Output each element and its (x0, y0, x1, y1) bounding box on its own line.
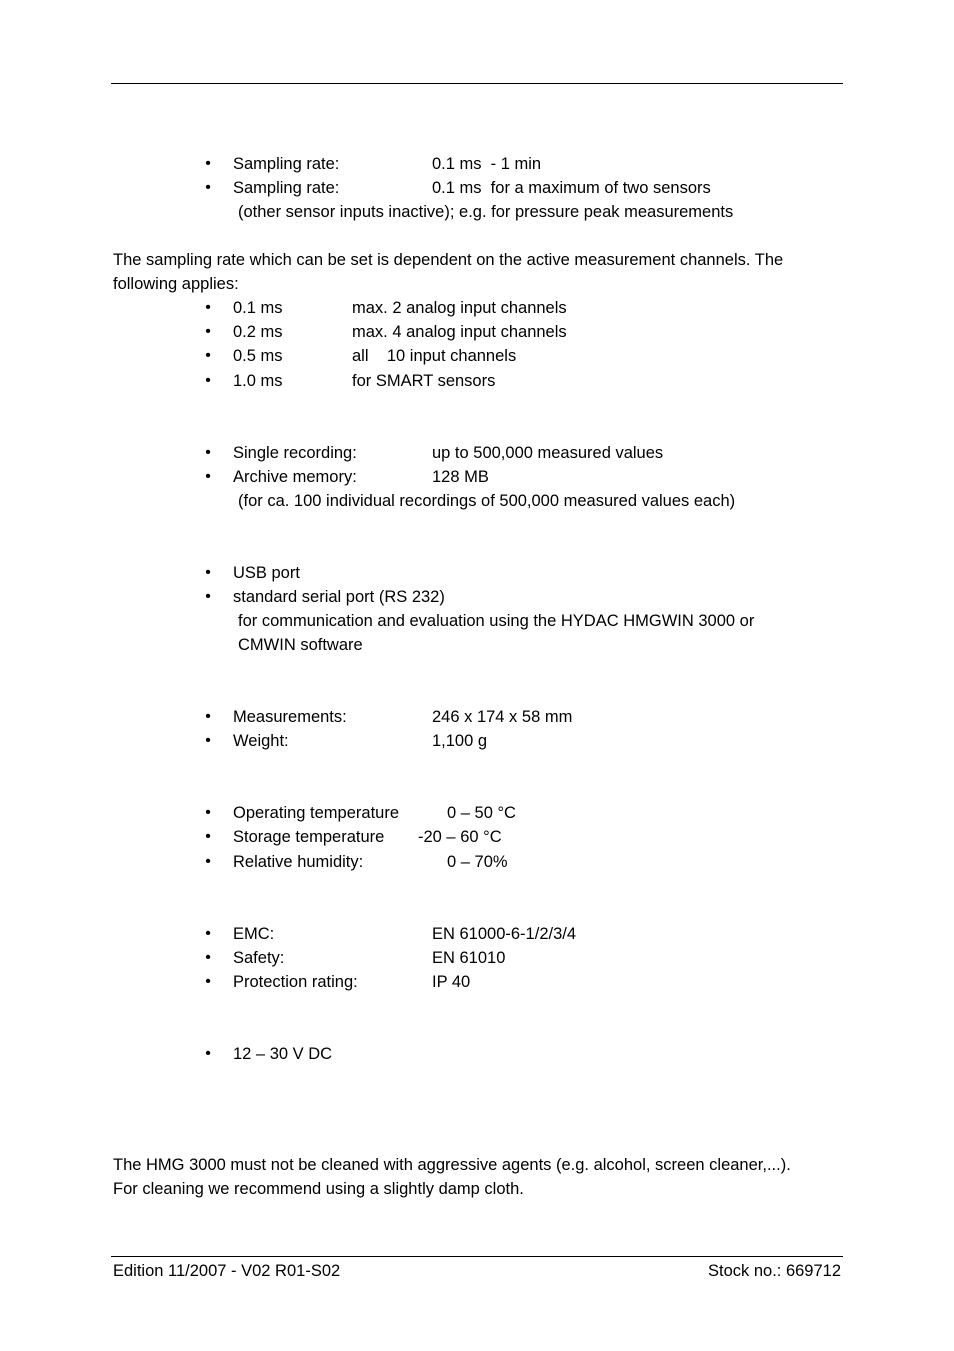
dimension-value: 1,100 g (432, 732, 488, 750)
channel-desc: max. 4 analog input channels (352, 323, 567, 341)
bullet-icon: • (205, 708, 211, 725)
channel-desc: for SMART sensors (352, 372, 496, 390)
bullet-icon: • (205, 444, 211, 461)
interfaces-note: for communication and evaluation using the HYDAC HMGWIN 3000 or (238, 612, 755, 630)
bullet-icon: • (205, 372, 211, 389)
environment-value: 0 – 70% (447, 853, 508, 871)
sampling-label: Sampling rate: (233, 179, 340, 197)
memory-value: 128 MB (432, 468, 489, 486)
memory-label: Single recording: (233, 444, 357, 462)
sampling-value: 0.1 ms - 1 min (432, 155, 542, 173)
bullet-icon: • (205, 732, 211, 749)
channel-desc: max. 2 analog input channels (352, 299, 567, 317)
environment-label: Relative humidity: (233, 853, 364, 871)
bullet-icon: • (205, 347, 211, 364)
bullet-icon: • (205, 949, 211, 966)
interface-item: standard serial port (RS 232) (233, 588, 445, 606)
environment-label: Operating temperature (233, 804, 400, 822)
channel-rate: 0.1 ms (233, 299, 283, 317)
standard-label: Protection rating: (233, 973, 358, 991)
sampling-note: (other sensor inputs inactive); e.g. for pressure peak measurements (238, 203, 734, 221)
bullet-icon: • (205, 155, 211, 172)
memory-label: Archive memory: (233, 468, 357, 486)
standard-value: EN 61010 (432, 949, 506, 967)
memory-note: (for ca. 100 individual recordings of 500,000 measured values each) (238, 492, 736, 510)
channel-desc: all 10 input channels (352, 347, 517, 365)
dimension-label: Weight: (233, 732, 289, 750)
bullet-icon: • (205, 564, 211, 581)
environment-value: 0 – 50 °C (447, 804, 516, 822)
channel-rate: 0.2 ms (233, 323, 283, 341)
cleaning-text: For cleaning we recommend using a slightly damp cloth. (113, 1180, 524, 1198)
footer-rule (111, 1256, 843, 1257)
footer-stock-number: Stock no.: 669712 (707, 1262, 841, 1280)
standard-value: IP 40 (432, 973, 471, 991)
channels-intro: The sampling rate which can be set is dependent on the active measurement channels. The (113, 251, 784, 269)
bullet-icon: • (205, 588, 211, 605)
footer-edition: Edition 11/2007 - V02 R01-S02 (113, 1262, 341, 1280)
environment-label: Storage temperature (233, 828, 385, 846)
interface-item: USB port (233, 564, 300, 582)
bullet-icon: • (205, 804, 211, 821)
bullet-icon: • (205, 853, 211, 870)
sampling-label: Sampling rate: (233, 155, 340, 173)
power-item: 12 – 30 V DC (233, 1045, 333, 1063)
bullet-icon: • (205, 925, 211, 942)
standard-label: EMC: (233, 925, 275, 943)
bullet-icon: • (205, 973, 211, 990)
channel-rate: 1.0 ms (233, 372, 283, 390)
bullet-icon: • (205, 1045, 211, 1062)
bullet-icon: • (205, 468, 211, 485)
standard-label: Safety: (233, 949, 285, 967)
dimension-value: 246 x 174 x 58 mm (432, 708, 573, 726)
header-rule (111, 83, 843, 84)
interfaces-note: CMWIN software (238, 636, 363, 654)
bullet-icon: • (205, 299, 211, 316)
bullet-icon: • (205, 179, 211, 196)
environment-value: -20 – 60 °C (418, 828, 502, 846)
standard-value: EN 61000-6-1/2/3/4 (432, 925, 577, 943)
channel-rate: 0.5 ms (233, 347, 283, 365)
memory-value: up to 500,000 measured values (432, 444, 664, 462)
channels-intro: following applies: (113, 275, 239, 293)
bullet-icon: • (205, 828, 211, 845)
sampling-value: 0.1 ms for a maximum of two sensors (432, 179, 711, 197)
cleaning-text: The HMG 3000 must not be cleaned with aggressive agents (e.g. alcohol, screen cleaner,...). (113, 1156, 791, 1174)
bullet-icon: • (205, 323, 211, 340)
dimension-label: Measurements: (233, 708, 347, 726)
